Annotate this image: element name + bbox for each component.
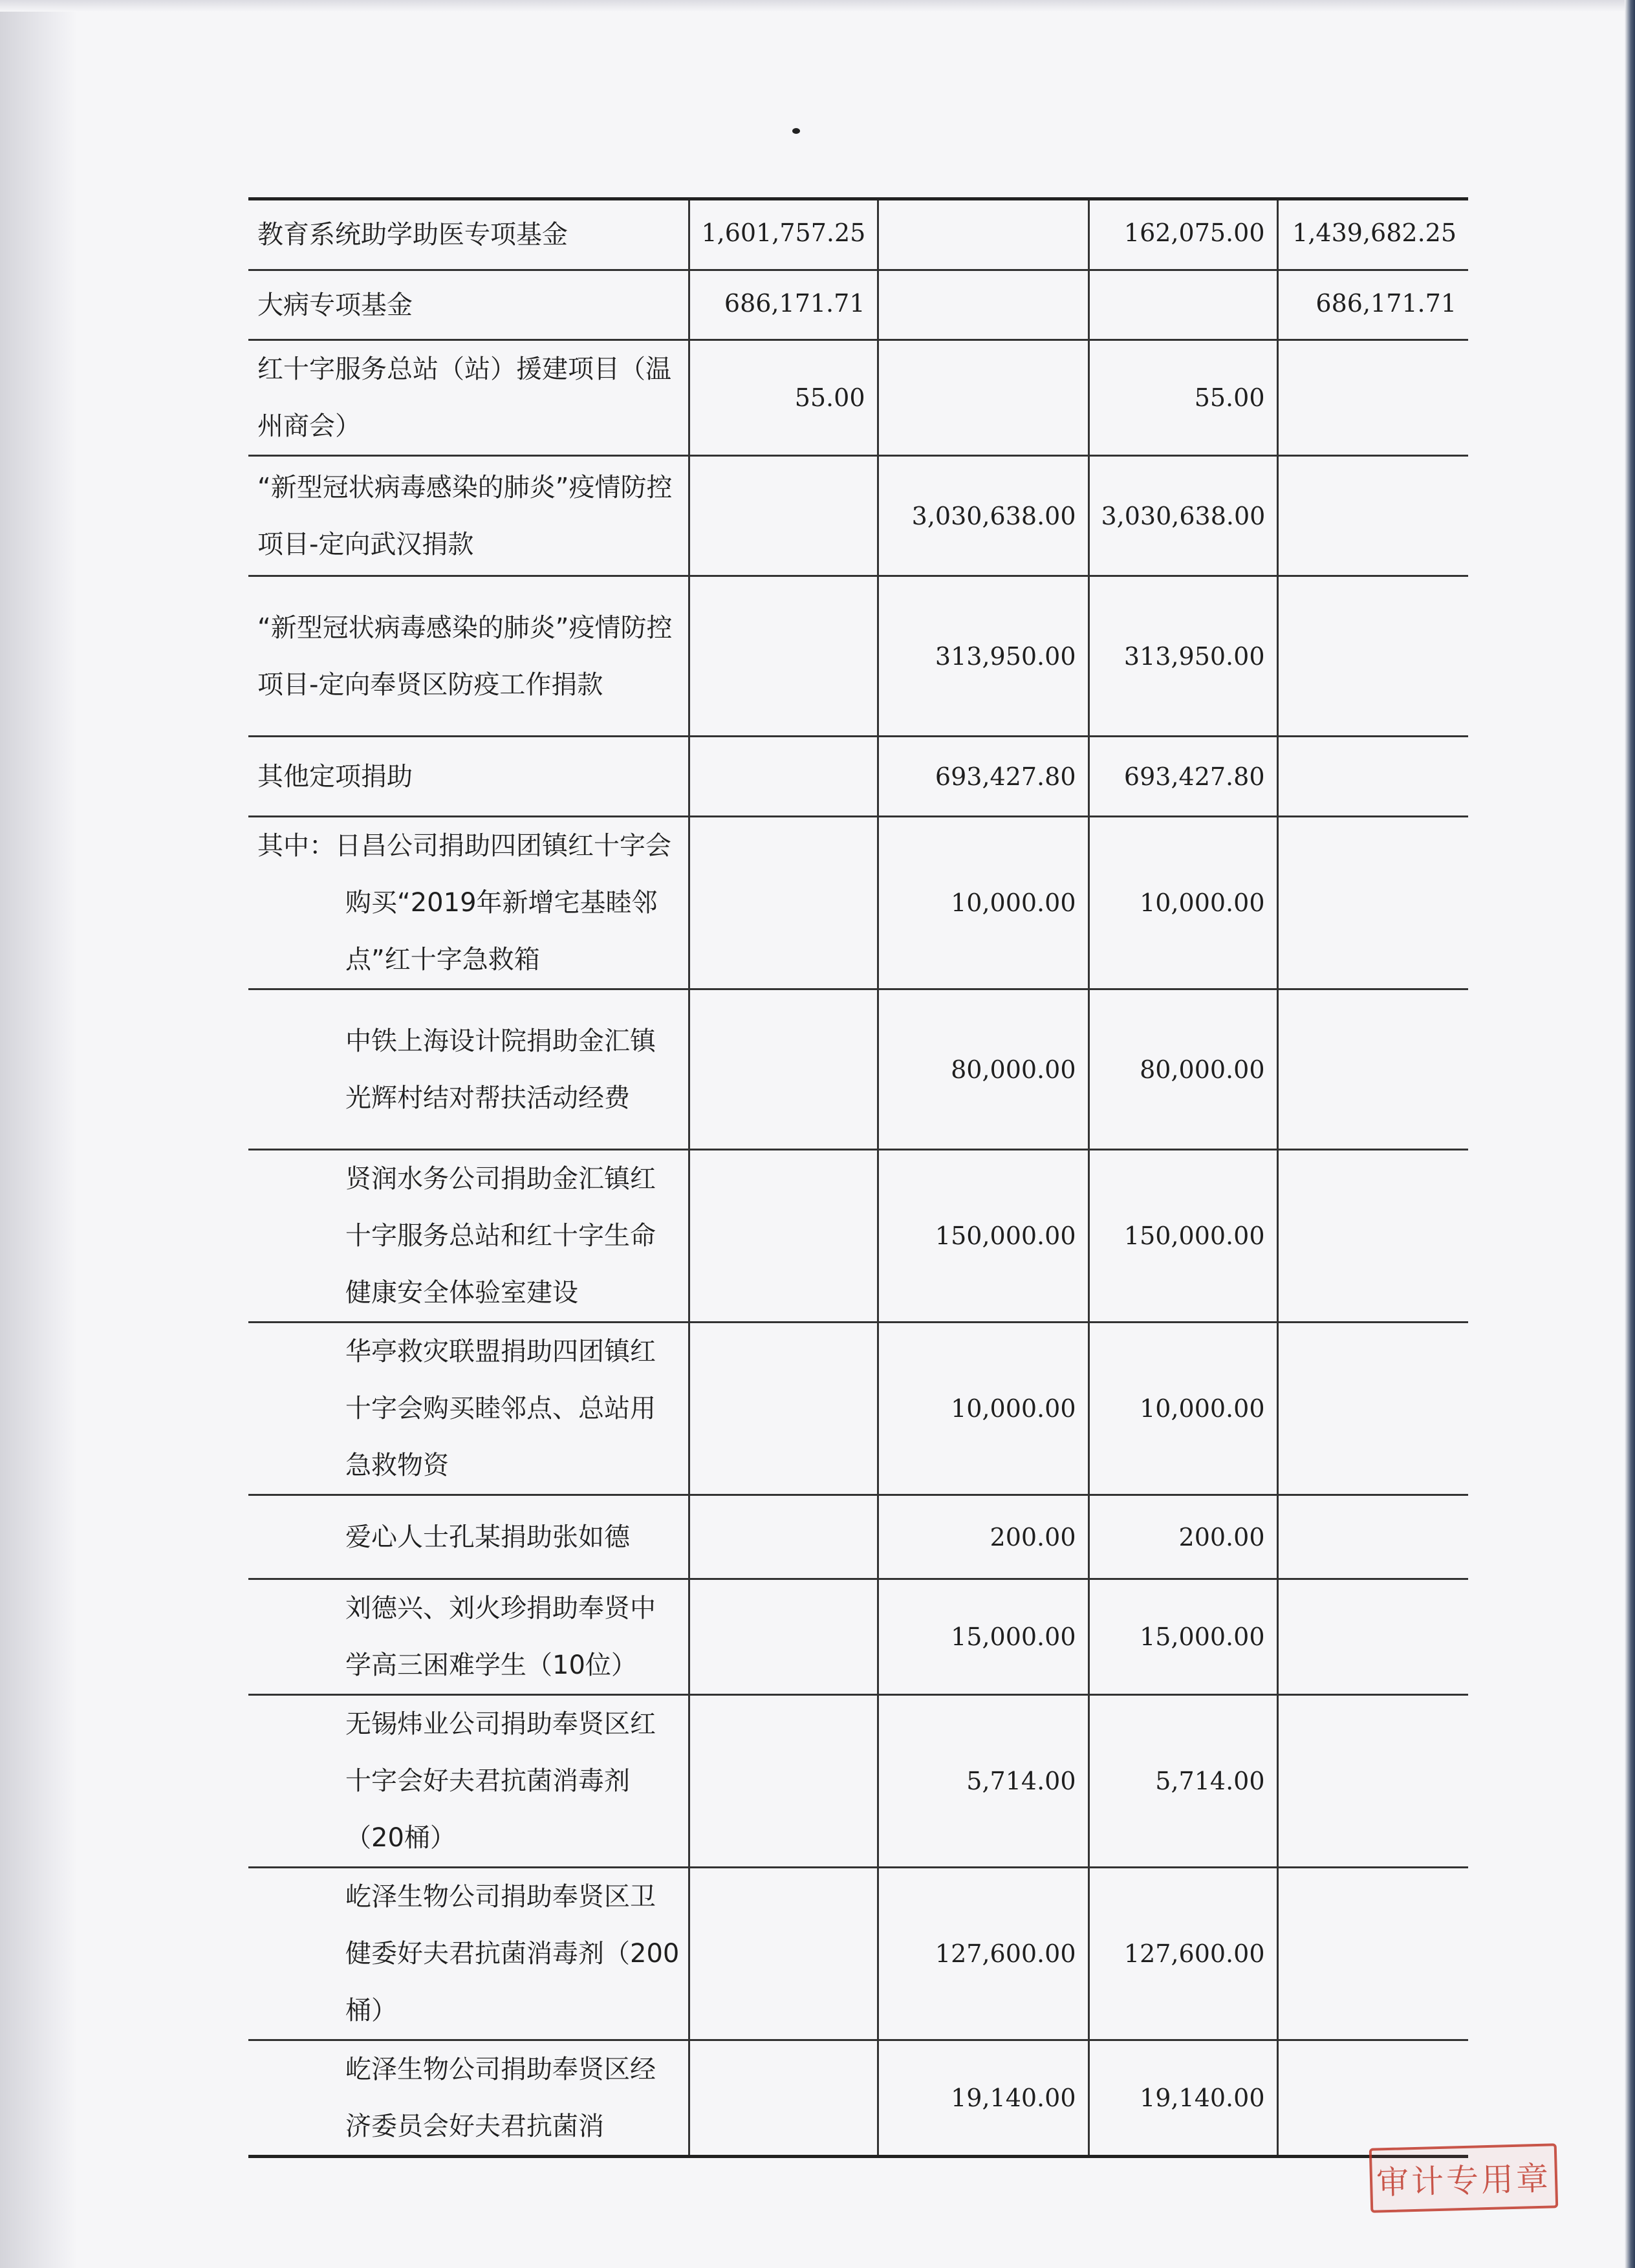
row-item-name: 红十字服务总站（站）援建项目（温州商会） (248, 340, 689, 456)
row-item-name: 大病专项基金 (248, 270, 689, 340)
row-amount-col3: 127,600.00 (1088, 1868, 1277, 2040)
row-amount-col3: 150,000.00 (1088, 1150, 1277, 1323)
row-amount-col4 (1277, 817, 1468, 989)
row-amount-col2: 200.00 (878, 1495, 1088, 1579)
row-amount-col4: 686,171.71 (1277, 270, 1468, 340)
row-amount-col1 (689, 1579, 878, 1695)
table-row (248, 737, 1468, 817)
row-amount-col1 (689, 737, 878, 817)
row-amount-col1 (689, 989, 878, 1150)
fund-table-body (248, 199, 1468, 2157)
row-amount-col2 (878, 270, 1088, 340)
scan-speck (792, 128, 800, 134)
table-row (248, 340, 1468, 456)
row-amount-col3: 5,714.00 (1088, 1695, 1277, 1868)
row-amount-col4 (1277, 737, 1468, 817)
row-amount-col2: 19,140.00 (878, 2040, 1088, 2157)
row-amount-col3: 313,950.00 (1088, 576, 1277, 737)
row-amount-col2 (878, 199, 1088, 270)
row-amount-col4 (1277, 456, 1468, 576)
row-amount-col3: 3,030,638.00 (1088, 456, 1277, 576)
table-row (248, 1579, 1468, 1695)
row-amount-col4 (1277, 1323, 1468, 1495)
row-amount-col1 (689, 1323, 878, 1495)
table-row (248, 989, 1468, 1150)
row-amount-col1 (689, 2040, 878, 2157)
row-amount-col3: 693,427.80 (1088, 737, 1277, 817)
row-amount-col3 (1088, 270, 1277, 340)
row-amount-col4 (1277, 1868, 1468, 2040)
row-amount-col1 (689, 1495, 878, 1579)
table-row (248, 2040, 1468, 2157)
row-amount-col4 (1277, 1495, 1468, 1579)
scan-top-band (0, 0, 1635, 12)
row-amount-col4 (1277, 2040, 1468, 2157)
row-amount-col1 (689, 1868, 878, 2040)
row-amount-col3: 19,140.00 (1088, 2040, 1277, 2157)
row-item-name: 中铁上海设计院捐助金汇镇光辉村结对帮扶活动经费 (248, 989, 689, 1150)
table-row (248, 576, 1468, 737)
table-row (248, 817, 1468, 989)
row-amount-col1 (689, 456, 878, 576)
row-amount-col2: 127,600.00 (878, 1868, 1088, 2040)
table-row (248, 199, 1468, 270)
row-item-name: 其中：日昌公司捐助四团镇红十字会购买“2019年新增宅基睦邻点”红十字急救箱 (248, 817, 689, 989)
row-amount-col2: 10,000.00 (878, 1323, 1088, 1495)
row-amount-col2: 693,427.80 (878, 737, 1088, 817)
row-amount-col2 (878, 340, 1088, 456)
row-amount-col3: 80,000.00 (1088, 989, 1277, 1150)
table-row (248, 1150, 1468, 1323)
row-amount-col2: 150,000.00 (878, 1150, 1088, 1323)
table-row (248, 1868, 1468, 2040)
scan-left-shadow (0, 0, 78, 2268)
row-amount-col3: 15,000.00 (1088, 1579, 1277, 1695)
row-amount-col4 (1277, 1695, 1468, 1868)
row-amount-col2: 313,950.00 (878, 576, 1088, 737)
row-item-name: “新型冠状病毒感染的肺炎”疫情防控项目-定向奉贤区防疫工作捐款 (248, 576, 689, 737)
scan-right-edge (1625, 0, 1635, 2268)
row-amount-col4 (1277, 576, 1468, 737)
row-amount-col4 (1277, 1579, 1468, 1695)
row-amount-col3: 55.00 (1088, 340, 1277, 456)
row-amount-col2: 5,714.00 (878, 1695, 1088, 1868)
row-amount-col3: 200.00 (1088, 1495, 1277, 1579)
row-item-name: 爱心人士孔某捐助张如德 (248, 1495, 689, 1579)
row-amount-col3: 10,000.00 (1088, 1323, 1277, 1495)
row-amount-col2: 80,000.00 (878, 989, 1088, 1150)
row-amount-col1 (689, 1695, 878, 1868)
fund-table (248, 197, 1468, 2158)
row-item-name: 屹泽生物公司捐助奉贤区经济委员会好夫君抗菌消 (248, 2040, 689, 2157)
table-row (248, 1495, 1468, 1579)
row-amount-col2: 10,000.00 (878, 817, 1088, 989)
fund-table-container (248, 197, 1468, 2158)
row-amount-col4 (1277, 1150, 1468, 1323)
row-amount-col1 (689, 1150, 878, 1323)
row-amount-col1: 1,601,757.25 (689, 199, 878, 270)
row-item-name: 其他定项捐助 (248, 737, 689, 817)
row-amount-col4: 1,439,682.25 (1277, 199, 1468, 270)
row-amount-col3: 162,075.00 (1088, 199, 1277, 270)
row-item-name: “新型冠状病毒感染的肺炎”疫情防控项目-定向武汉捐款 (248, 456, 689, 576)
row-item-name: 无锡炜业公司捐助奉贤区红十字会好夫君抗菌消毒剂（20桶） (248, 1695, 689, 1868)
row-item-name: 教育系统助学助医专项基金 (248, 199, 689, 270)
row-amount-col2: 15,000.00 (878, 1579, 1088, 1695)
row-item-name: 华亭救灾联盟捐助四团镇红十字会购买睦邻点、总站用急救物资 (248, 1323, 689, 1495)
table-row (248, 456, 1468, 576)
row-amount-col3: 10,000.00 (1088, 817, 1277, 989)
row-amount-col4 (1277, 340, 1468, 456)
row-amount-col2: 3,030,638.00 (878, 456, 1088, 576)
table-row (248, 270, 1468, 340)
row-amount-col1: 55.00 (689, 340, 878, 456)
row-amount-col1: 686,171.71 (689, 270, 878, 340)
row-amount-col1 (689, 817, 878, 989)
table-row (248, 1323, 1468, 1495)
row-amount-col4 (1277, 989, 1468, 1150)
row-item-name: 贤润水务公司捐助金汇镇红十字服务总站和红十字生命健康安全体验室建设 (248, 1150, 689, 1323)
table-row (248, 1695, 1468, 1868)
row-item-name: 屹泽生物公司捐助奉贤区卫健委好夫君抗菌消毒剂（200桶） (248, 1868, 689, 2040)
row-amount-col1 (689, 576, 878, 737)
audit-stamp: 审计专用章 (1369, 2143, 1559, 2213)
row-item-name: 刘德兴、刘火珍捐助奉贤中学高三困难学生（10位） (248, 1579, 689, 1695)
